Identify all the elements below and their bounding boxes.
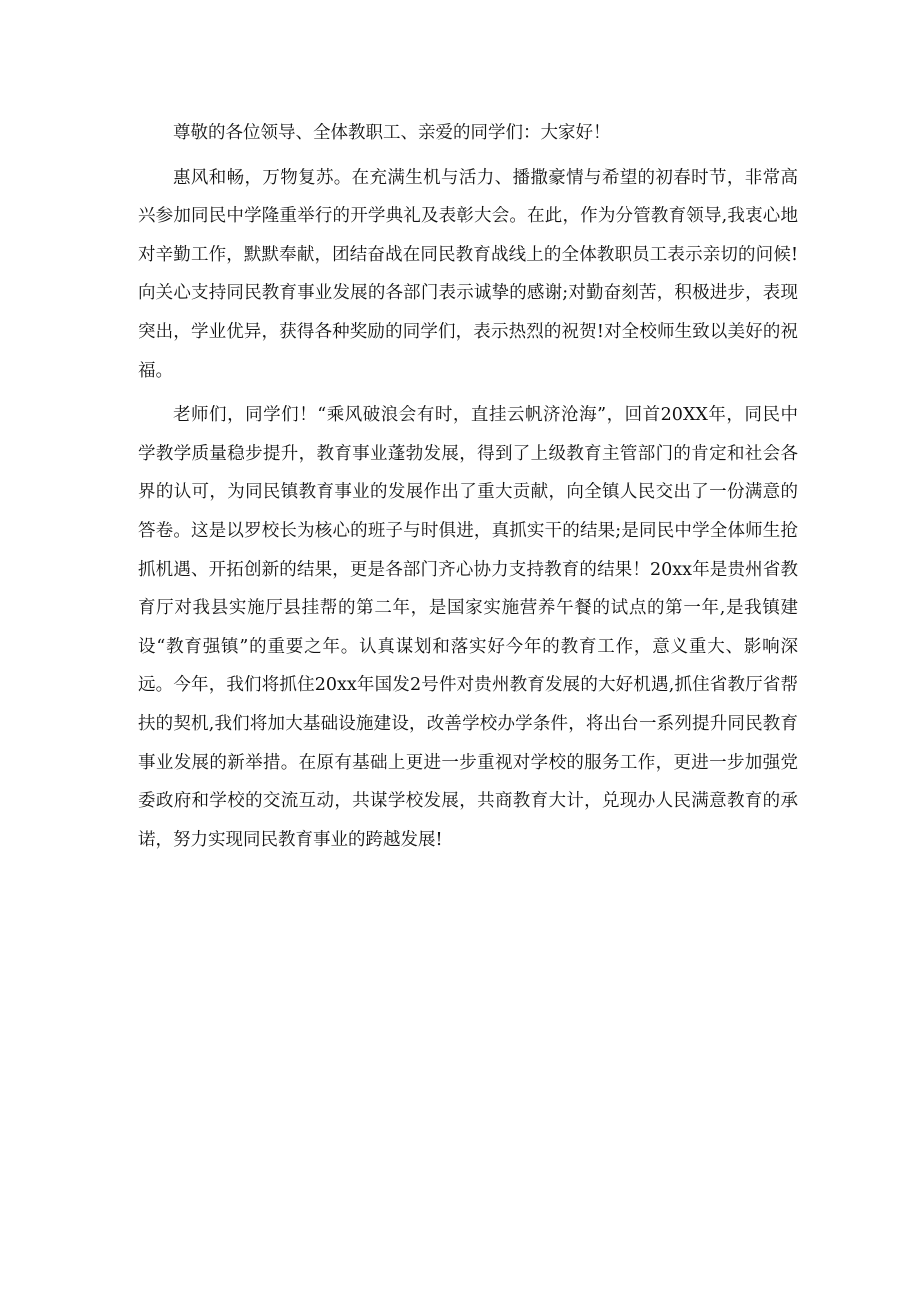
greeting-paragraph: 尊敬的各位领导、全体教职工、亲爱的同学们：大家好！ <box>173 123 611 143</box>
document-body <box>138 114 798 865</box>
body-paragraph-1: 惠风和畅，万物复苏。在充满生机与活力、播撒豪情与希望的初春时节，非常高兴参加同民中学隆重举行的开学典礼及表彰大会。在此，作为分管教育领导,我衷心地对辛勤工作，默默奉献，团结奋战在同民教育战线上的全体教职员工表示亲切的问候!向关心支持同民教育事业发展的各部门表示诚挚的感谢;对勤奋刻苦，积极进步，表现突出，学业优异，获得各种奖励的同学们，表示热烈的祝贺!对全校师生致以美好的祝福。 <box>138 167 798 381</box>
body-paragraph-2: 老师们，同学们！“乘风破浪会有时，直挂云帆济沧海”，回首20XX年，同民中学教学质量稳步提升，教育事业蓬勃发展，得到了上级教育主管部门的肯定和社会各界的认可，为同民镇教育事业的发展作出了重大贡献，向全镇人民交出了一份满意的答卷。这是以罗校长为核心的班子与时俱进，真抓实干的结果;是同民中学全体师生抢抓机遇、开拓创新的结果，更是各部门齐心协力支持教育的结果！20xx年是贵州省教育厅对我县实施厅县挂帮的第二年，是国家实施营养午餐的试点的第一年,是我镇建设“教育强镇”的重要之年。认真谋划和落实好今年的教育工作，意义重大、影响深远。今年，我们将抓住20xx年国发2号件对贵州教育发展的大好机遇,抓住省教厅省帮扶的契机,我们将加大基础设施建设，改善学校办学条件，将出台一系列提升同民教育事业发展的新举措。在原有基础上更进一步重视对学校的服务工作，更进一步加强党委政府和学校的交流互动，共谋学校发展，共商教育大计，兑现办人民满意教育的承诺，努力实现同民教育事业的跨越发展! <box>138 405 798 850</box>
